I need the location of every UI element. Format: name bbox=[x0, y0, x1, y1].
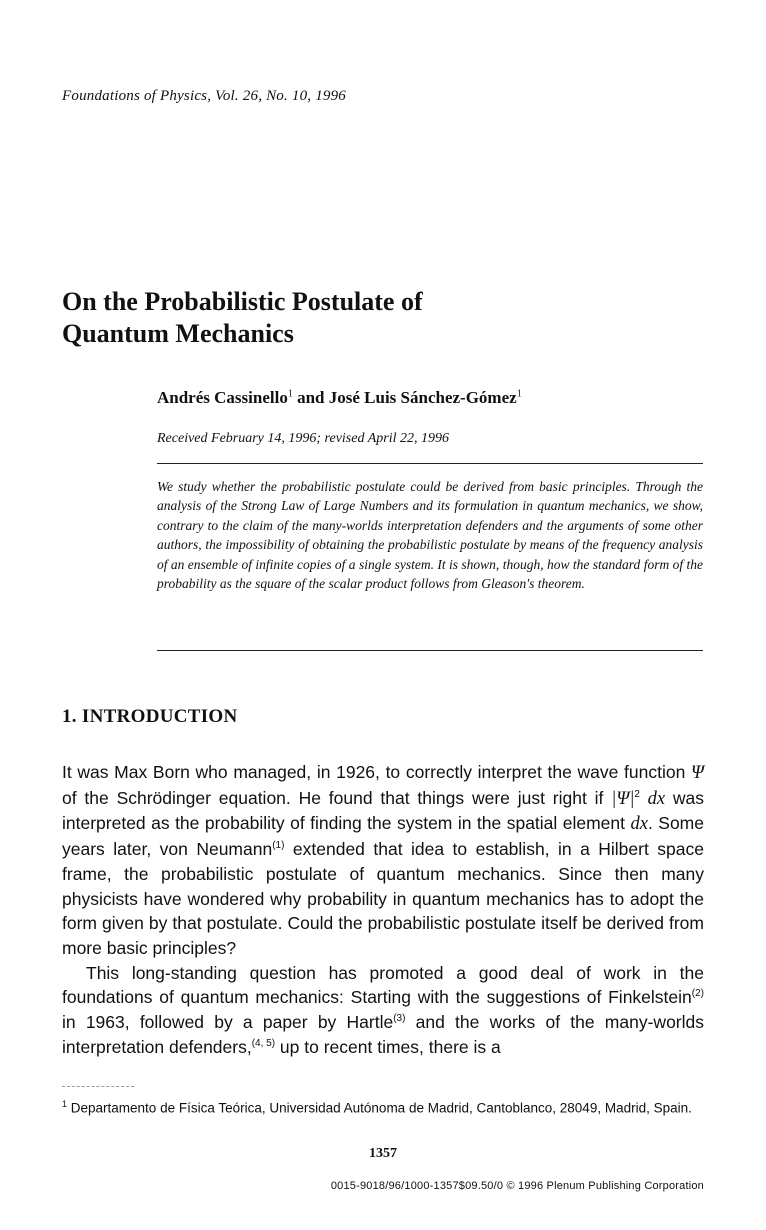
text-run: . Some years later, von Neumann bbox=[62, 813, 704, 860]
author-conjunction: and bbox=[292, 388, 329, 407]
text-run: It was Max Born who managed, in 1926, to correctly interpret the wave function bbox=[62, 762, 691, 782]
abstract-top-rule bbox=[157, 463, 703, 464]
footnote-rule bbox=[62, 1086, 134, 1087]
body-text bbox=[62, 760, 704, 1059]
text-run: extended that idea to establish, in a Hilbert space frame, the probabilistic postulate of quantum mechanics. Since then many physicists have wondered why probability in quantum mechanics has to adopt the form given by that postulate. Could the probabilistic postulate itself be derived from more basic principles? bbox=[62, 839, 704, 958]
received-dates: Received February 14, 1996; revised April 22, 1996 bbox=[157, 431, 449, 446]
article-title bbox=[62, 286, 702, 350]
text-run: in 1963, followed by a paper by Hartle bbox=[62, 1012, 394, 1033]
psi-modulus: |Ψ| bbox=[611, 788, 635, 809]
abstract-bottom-rule bbox=[157, 650, 703, 651]
title-line-1: On the Probabilistic Postulate of bbox=[62, 287, 423, 316]
text-run: was interpreted as the probability of finding the system in the spatial element bbox=[62, 787, 704, 834]
citation-ref: (2) bbox=[691, 988, 704, 1000]
author-2-affiliation-mark: 1 bbox=[516, 388, 522, 400]
exponent: 2 bbox=[634, 788, 640, 800]
journal-citation: Foundations of Physics, Vol. 26, No. 10, 1996 bbox=[62, 88, 346, 104]
author-list bbox=[157, 388, 522, 408]
author-1-affiliation-mark: 1 bbox=[287, 388, 293, 400]
citation-ref: (3) bbox=[393, 1013, 406, 1025]
text-run: of the Schrödinger equation. He found that things were just right if bbox=[62, 787, 612, 808]
footnote bbox=[62, 1094, 704, 1119]
text-run: and the works of the many-worlds interpretation defenders, bbox=[62, 1012, 705, 1057]
citation-ref: (4, 5) bbox=[251, 1037, 276, 1049]
text-run: up to recent times, there is a bbox=[275, 1036, 501, 1057]
title-line-2: Quantum Mechanics bbox=[62, 319, 294, 348]
copyright-line: 0015-9018/96/1000-1357$09.50/0 © 1996 Plenum Publishing Corporation bbox=[330, 1180, 704, 1192]
text-run: This long-standing question has promoted a good deal of work in the foundations of quantum mechanics: Starting with the suggestions of Finkelstein bbox=[62, 962, 704, 1008]
page-number: 1357 bbox=[369, 1146, 397, 1161]
paragraph-1 bbox=[62, 760, 704, 961]
footnote-mark: 1 bbox=[62, 1099, 68, 1109]
author-2: José Luis Sánchez-Gómez bbox=[328, 388, 517, 407]
section-heading: 1. INTRODUCTION bbox=[62, 706, 238, 727]
dx-symbol: dx bbox=[639, 788, 666, 809]
footnote-text: Departamento de Física Teórica, Universidad Autónoma de Madrid, Cantoblanco, 28049, Madrid, Spain. bbox=[67, 1100, 692, 1116]
psi-symbol: Ψ bbox=[690, 763, 704, 783]
author-1: Andrés Cassinello bbox=[157, 388, 288, 407]
citation-ref: (1) bbox=[272, 840, 285, 852]
abstract: We study whether the probabilistic postulate could be derived from basic principles. Through the analysis of the Strong Law of Large Numbers and its formulation in quantum mechanics, we show, contrary to the claim of the many-worlds interpretation defenders and the arguments of some other authors, the impossibility of obtaining the probabilistic postulate by means of the frequency analysis of an ensemble of infinite copies of a single system. It is shown, though, how the standard form of the probability as the square of the scalar product follows from Gleason's theorem. bbox=[157, 479, 703, 592]
paragraph-2 bbox=[62, 961, 704, 1060]
dx-symbol: dx bbox=[630, 814, 648, 835]
